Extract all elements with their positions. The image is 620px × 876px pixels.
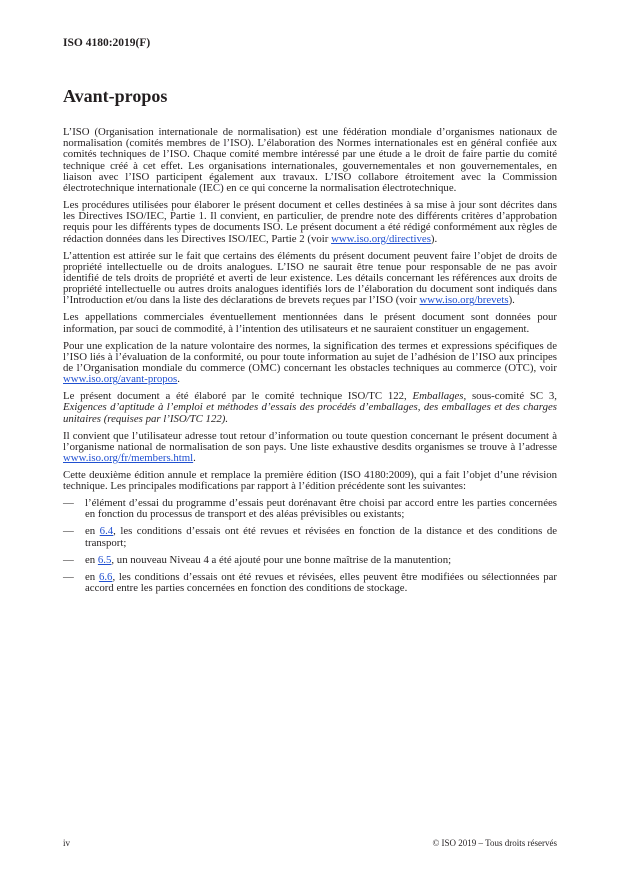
link-avant-propos[interactable]: www.iso.org/avant-propos — [63, 373, 178, 386]
link-members[interactable]: www.iso.org/fr/members.html — [63, 452, 194, 465]
paragraph — [63, 391, 557, 425]
dash-bullet: — — [63, 525, 74, 538]
page-title: Avant-propos — [63, 86, 168, 106]
paragraph: Les appellations commerciales éventuellement mentionnées dans le présent document sont données pour information, par souci de commodité, à l’intention des utilisateurs et ne sauraient constituer un engagement. — [63, 311, 557, 335]
text: Il convient que l’utilisateur adresse tout retour d’information ou toute question concernant le présent document à l’organisme national de normalisation de son pays. Une liste exhaustive desdits organismes se trouve à l’adresse — [63, 429, 557, 453]
page-number: iv — [63, 838, 71, 848]
text: Les procédures utilisées pour élaborer le présent document et celles destinées à sa mise à jour sont décrites dans les Directives ISO/IEC, Partie 1. Il convient, en particulier, de prendre note des différents critères d’approbation requis pour les différents types de documents ISO. Le présent document a été rédigé conformément aux règles de rédaction données dans les Directives ISO/IEC, Partie 2 (voir — [63, 199, 557, 245]
link-6-5[interactable]: 6.5 — [97, 553, 112, 566]
text: ). — [508, 294, 515, 307]
text: l’élément d’essai du programme d’essais peut dorénavant être choisi par accord entre les parties concernées en fonction du processus de transport et des aléas prévisibles ou existants; — [85, 497, 557, 521]
text: Pour une explication de la nature volontaire des normes, la signification des termes et expressions spécifiques de l’ISO liés à l’évaluation de la conformité, ou pour toute information au sujet de l’adhésion de l’ISO aux principes de l’Organisation mondiale du commerce (OMC) concernant les obstacles techniques au commerce (OTC), voir — [63, 339, 557, 375]
text: L’attention est attirée sur le fait que certains des éléments du présent document peuvent faire l’objet de droits de propriété intellectuelle ou de droits analogues. L’ISO ne saurait être tenue pour responsable de ne pas avoir identifié de tels droits de propriété et averti de leur existence. Les détails concernant les références aux droits de propriété intellectuelle ou autres droits analogues identifiés lors de l’élaboration du document sont indiqués dans l’Introduction et/ou dans la liste des déclarations de brevets reçues par l’ISO (voir — [63, 249, 557, 307]
text: en — [85, 570, 99, 583]
paragraph — [63, 200, 557, 245]
text: , un nouveau Niveau 4 a été ajouté pour une bonne maîtrise de la manutention; — [111, 553, 452, 566]
link-6-6[interactable]: 6.6 — [98, 570, 113, 583]
list-item — [63, 555, 557, 566]
text: ). — [430, 232, 438, 245]
paragraph — [63, 431, 557, 465]
italic-text: Exigences d’aptitude à l’emploi et méthodes d’essais des procédés d’emballages, des emballages et des charges unitaires (requises par l’ISO/TC 122). — [63, 401, 557, 425]
copyright: © ISO 2019 – Tous droits réservés — [432, 838, 557, 848]
paragraph — [63, 341, 557, 386]
dash-bullet: — — [63, 570, 74, 583]
paragraph — [63, 251, 557, 307]
document-header: ISO 4180:2019(F) — [63, 37, 151, 49]
text: , sous-comité SC 3, — [463, 390, 557, 403]
dash-bullet: — — [63, 553, 74, 566]
link-brevets[interactable]: www.iso.org/brevets — [419, 294, 509, 307]
text: . — [177, 373, 180, 386]
list-item — [63, 498, 557, 520]
text: Le présent document a été élaboré par le comité technique ISO/TC 122, — [63, 390, 413, 403]
document-body — [63, 127, 557, 600]
list-item — [63, 572, 557, 594]
dash-bullet: — — [63, 497, 74, 510]
list-item — [63, 526, 557, 548]
link-6-4[interactable]: 6.4 — [99, 525, 114, 538]
paragraph: L’ISO (Organisation internationale de normalisation) est une fédération mondiale d’organismes nationaux de normalisation (comités membres de l’ISO). L’élaboration des Normes internationales est en général confiée aux comités techniques de l’ISO. Chaque comité membre intéressé par une étude a le droit de faire partie du comité technique créé à cet effet. Les organisations internationales, gouvernementales et non gouvernementales, en liaison avec l’ISO participent également aux travaux. L’ISO collabore étroitement avec la Commission électrotechnique internationale (IEC) en ce qui concerne la normalisation électrotechnique. — [63, 126, 557, 195]
text: , les conditions d’essais ont été revues et révisées en fonction de la distance et des conditions de transport; — [85, 525, 558, 549]
text: en — [85, 525, 100, 538]
text: en — [85, 553, 98, 566]
italic-text: Emballages — [412, 390, 464, 403]
paragraph: Cette deuxième édition annule et remplace la première édition (ISO 4180:2009), qui a fait l’objet d’une révision technique. Les principales modifications par rapport à l’édition précédente sont les suivantes: — [63, 469, 557, 493]
text: . — [193, 452, 196, 465]
link-directives[interactable]: www.iso.org/directives — [331, 232, 431, 245]
text: , les conditions d’essais ont été revues et révisées, elles peuvent être modifiées ou sélectionnées par accord entre les parties concernées en fonction des conditions de stockage. — [85, 570, 557, 594]
changes-list — [63, 498, 557, 594]
